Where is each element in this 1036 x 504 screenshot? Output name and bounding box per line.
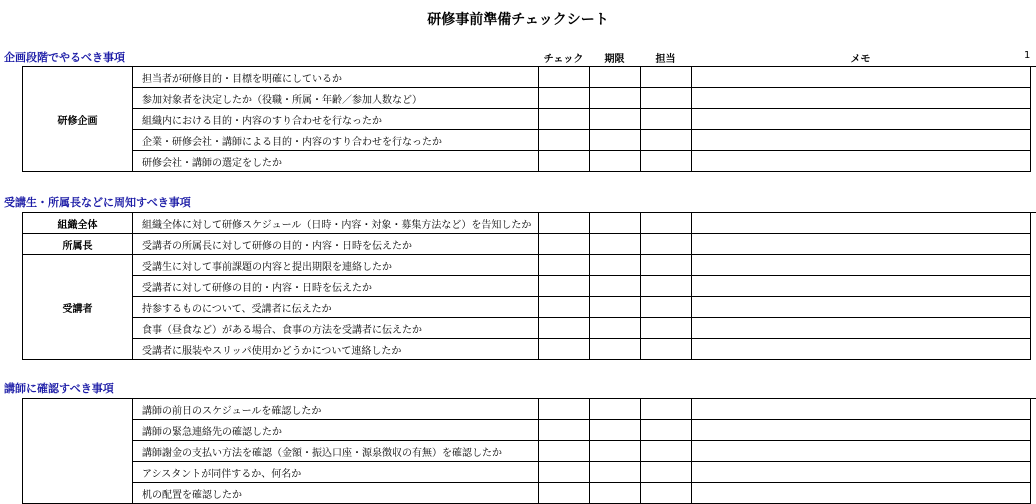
memo-cell[interactable] <box>692 130 1031 151</box>
check-cell[interactable] <box>539 462 590 483</box>
table-row <box>23 276 1031 297</box>
section-heading: 講師に確認すべき事項 <box>4 382 114 395</box>
deadline-cell[interactable] <box>590 462 641 483</box>
check-cell[interactable] <box>539 420 590 441</box>
owner-cell[interactable] <box>641 276 692 297</box>
check-cell[interactable] <box>539 339 590 360</box>
owner-cell[interactable] <box>641 109 692 130</box>
checklist-item: アシスタントが同伴するか、何名か <box>133 462 539 483</box>
check-cell[interactable] <box>539 88 590 109</box>
table-row <box>23 255 1031 276</box>
deadline-cell[interactable] <box>590 420 641 441</box>
section-heading: 受講生・所属長などに周知すべき事項 <box>4 196 191 209</box>
deadline-cell[interactable] <box>590 109 641 130</box>
table-row <box>23 130 1031 151</box>
deadline-cell[interactable] <box>590 441 641 462</box>
owner-cell[interactable] <box>641 234 692 255</box>
check-cell[interactable] <box>539 276 590 297</box>
memo-cell[interactable] <box>692 318 1031 339</box>
deadline-cell[interactable] <box>590 399 641 420</box>
section-heading: 企画段階でやるべき事項 <box>4 51 125 64</box>
table-row <box>23 318 1031 339</box>
checklist-item: 担当者が研修目的・目標を明確にしているか <box>133 67 539 88</box>
check-cell[interactable] <box>539 151 590 172</box>
checklist-item: 講師謝金の支払い方法を確認（金額・振込口座・源泉徴収の有無）を確認したか <box>133 441 539 462</box>
column-header-memo: メモ <box>850 54 871 65</box>
checklist-item: 受講者に服装やスリッパ使用かどうかについて連絡したか <box>133 339 539 360</box>
owner-cell[interactable] <box>641 339 692 360</box>
deadline-cell[interactable] <box>590 255 641 276</box>
deadline-cell[interactable] <box>590 339 641 360</box>
category-cell: 組織全体 <box>23 213 133 234</box>
checklist-item: 企業・研修会社・講師による目的・内容のすり合わせを行なったか <box>133 130 539 151</box>
checklist-table <box>22 212 1031 360</box>
memo-cell[interactable] <box>692 297 1031 318</box>
owner-cell[interactable] <box>641 420 692 441</box>
table-row <box>23 88 1031 109</box>
table-row <box>23 109 1031 130</box>
checklist-item: 受講者に対して研修の目的・内容・日時を伝えたか <box>133 276 539 297</box>
checklist-item: 受講生に対して事前課題の内容と提出期限を連絡したか <box>133 255 539 276</box>
deadline-cell[interactable] <box>590 234 641 255</box>
check-cell[interactable] <box>539 109 590 130</box>
table-row <box>23 462 1031 483</box>
memo-cell[interactable] <box>692 420 1031 441</box>
deadline-cell[interactable] <box>590 88 641 109</box>
table-row <box>23 151 1031 172</box>
memo-cell[interactable] <box>692 255 1031 276</box>
deadline-cell[interactable] <box>590 297 641 318</box>
table-row <box>23 399 1031 420</box>
deadline-cell[interactable] <box>590 151 641 172</box>
memo-cell[interactable] <box>692 462 1031 483</box>
owner-cell[interactable] <box>641 441 692 462</box>
checklist-item: 組織全体に対して研修スケジュール（日時・内容・対象・募集方法など）を告知したか <box>133 213 539 234</box>
check-cell[interactable] <box>539 130 590 151</box>
column-header-owner: 担当 <box>655 54 676 65</box>
check-cell[interactable] <box>539 297 590 318</box>
table-border <box>1030 66 1036 67</box>
column-header-check: チェック <box>543 54 584 65</box>
checklist-table <box>22 398 1031 504</box>
checklist-item: 組織内における目的・内容のすり合わせを行なったか <box>133 109 539 130</box>
memo-cell[interactable] <box>692 339 1031 360</box>
owner-cell[interactable] <box>641 67 692 88</box>
memo-cell[interactable] <box>692 151 1031 172</box>
check-cell[interactable] <box>539 255 590 276</box>
owner-cell[interactable] <box>641 88 692 109</box>
column-header-deadline: 期限 <box>604 54 625 65</box>
memo-cell[interactable] <box>692 441 1031 462</box>
owner-cell[interactable] <box>641 483 692 504</box>
table-border <box>1030 398 1036 399</box>
category-cell: 受講者 <box>23 255 133 360</box>
memo-cell[interactable] <box>692 483 1031 504</box>
check-cell[interactable] <box>539 483 590 504</box>
deadline-cell[interactable] <box>590 276 641 297</box>
table-row <box>23 297 1031 318</box>
owner-cell[interactable] <box>641 399 692 420</box>
owner-cell[interactable] <box>641 318 692 339</box>
owner-cell[interactable] <box>641 462 692 483</box>
checklist-item: 講師の緊急連絡先の確認したか <box>133 420 539 441</box>
page-number: 1 <box>1024 50 1031 61</box>
checklist-item: 持参するものについて、受講者に伝えたか <box>133 297 539 318</box>
sheet-title: 研修事前準備チェックシート <box>427 12 609 28</box>
check-cell[interactable] <box>539 213 590 234</box>
deadline-cell[interactable] <box>590 67 641 88</box>
table-row <box>23 483 1031 504</box>
memo-cell[interactable] <box>692 67 1031 88</box>
checklist-item: 参加対象者を決定したか（役職・所属・年齢／参加人数など） <box>133 88 539 109</box>
category-cell: 研修企画 <box>23 67 133 172</box>
checklist-item: 講師の前日のスケジュールを確認したか <box>133 399 539 420</box>
memo-cell[interactable] <box>692 213 1031 234</box>
table-row <box>23 420 1031 441</box>
checklist-item: 受講者の所属長に対して研修の目的・内容・日時を伝えたか <box>133 234 539 255</box>
owner-cell[interactable] <box>641 213 692 234</box>
memo-cell[interactable] <box>692 109 1031 130</box>
owner-cell[interactable] <box>641 297 692 318</box>
checklist-item: 食事（昼食など）がある場合、食事の方法を受講者に伝えたか <box>133 318 539 339</box>
table-row <box>23 213 1031 234</box>
owner-cell[interactable] <box>641 130 692 151</box>
table-row <box>23 67 1031 88</box>
memo-cell[interactable] <box>692 399 1031 420</box>
memo-cell[interactable] <box>692 88 1031 109</box>
category-cell: 所属長 <box>23 234 133 255</box>
category-cell <box>23 399 133 504</box>
owner-cell[interactable] <box>641 255 692 276</box>
check-cell[interactable] <box>539 441 590 462</box>
table-border <box>1030 212 1036 213</box>
deadline-cell[interactable] <box>590 483 641 504</box>
check-cell[interactable] <box>539 399 590 420</box>
memo-cell[interactable] <box>692 234 1031 255</box>
check-cell[interactable] <box>539 318 590 339</box>
memo-cell[interactable] <box>692 276 1031 297</box>
check-cell[interactable] <box>539 67 590 88</box>
checklist-item: 研修会社・講師の選定をしたか <box>133 151 539 172</box>
checklist-item: 机の配置を確認したか <box>133 483 539 504</box>
check-cell[interactable] <box>539 234 590 255</box>
table-row <box>23 339 1031 360</box>
table-row <box>23 234 1031 255</box>
table-row <box>23 441 1031 462</box>
deadline-cell[interactable] <box>590 213 641 234</box>
deadline-cell[interactable] <box>590 130 641 151</box>
owner-cell[interactable] <box>641 151 692 172</box>
deadline-cell[interactable] <box>590 318 641 339</box>
checklist-table <box>22 66 1031 172</box>
